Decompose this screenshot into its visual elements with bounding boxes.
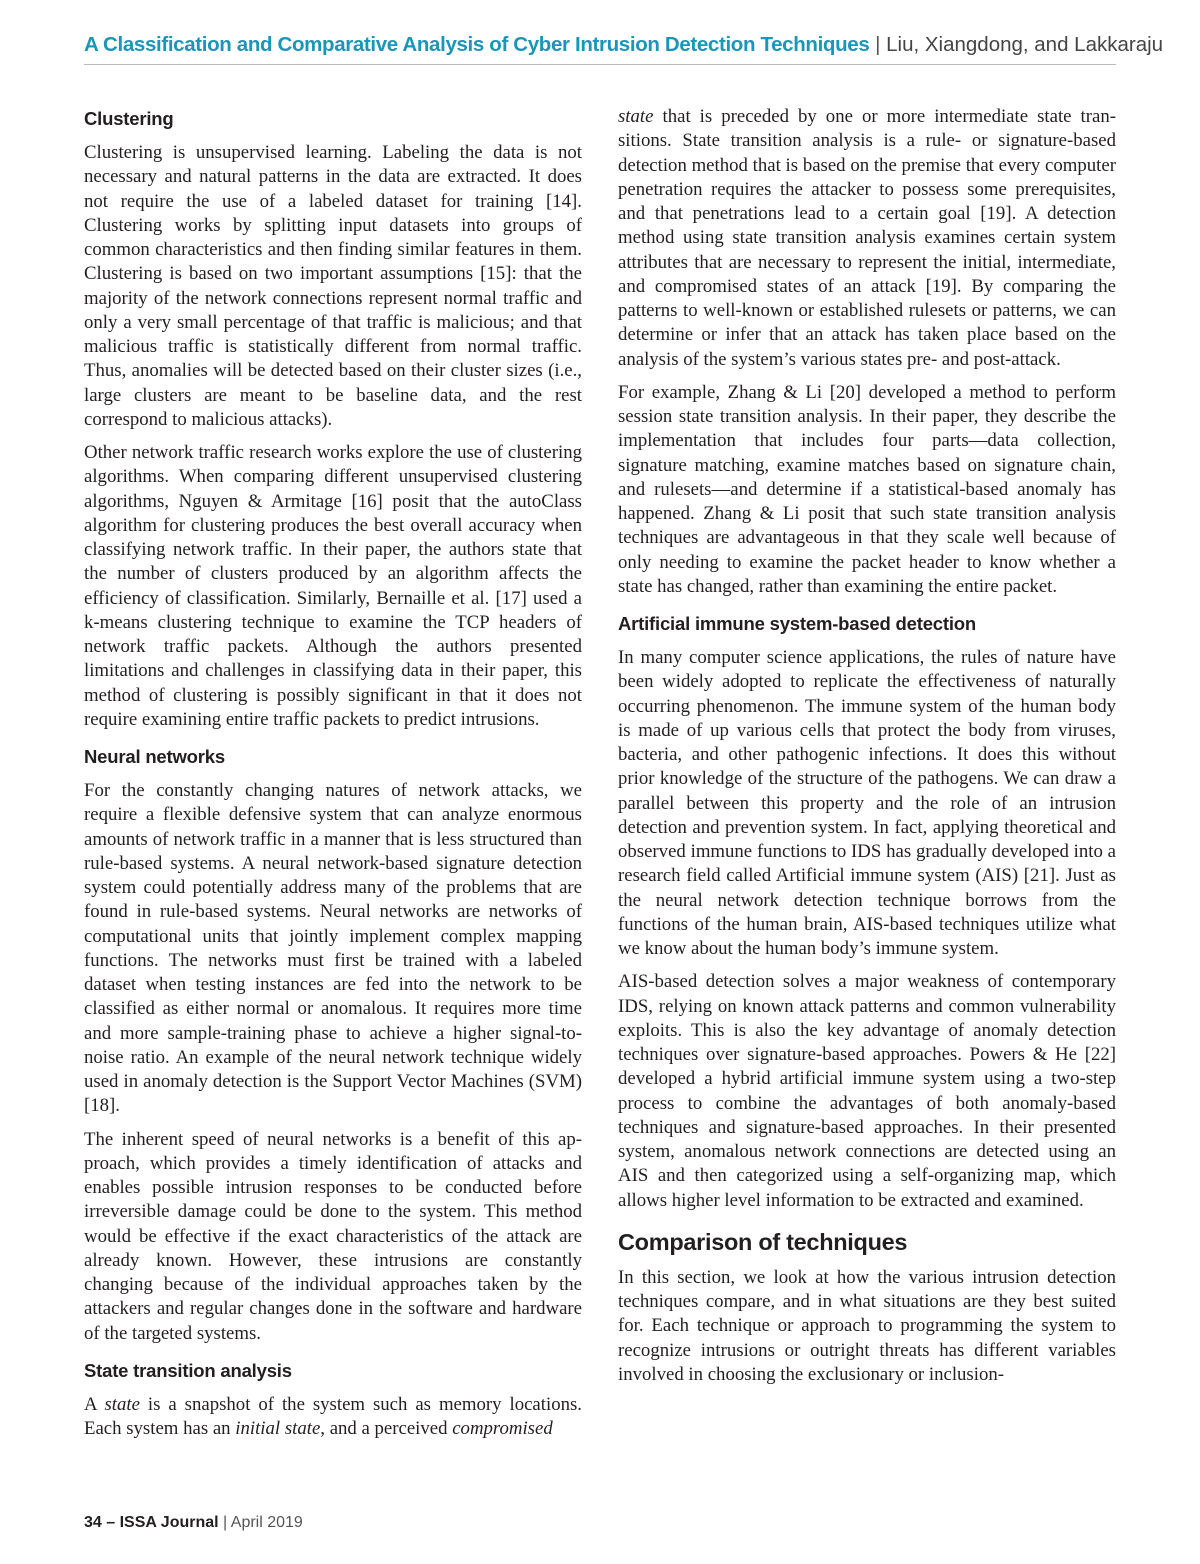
term-state: state — [104, 1393, 140, 1415]
heading-clustering: Clustering — [84, 108, 174, 129]
term-compromised: compromised — [452, 1418, 553, 1439]
paragraph-clustering-2: Other network traffic research works explore the use of clustering algorithms. When comparing different unsupervised clustering algorithms, Nguyen & Armitage [16] posit that the autoClass algorithm for clustering produces the best overall accuracy when classifying network traffic. In their paper, the authors state that the number of clusters produced by an algorithm affects the efficiency of classification. Similarly, Bernaille et al. [17] used a k-means clustering technique to examine the TCP headers of network traffic packets. Although the authors presented limitations and challenges in classifying data in their paper, this method of clustering is possibly significant in that it does not require examining entire traffic packets to predict intrusions. — [84, 442, 582, 730]
issue-date: April 2019 — [230, 1514, 303, 1531]
heading-comparison: Comparison of techniques — [618, 1228, 908, 1255]
paragraph-neural-2: The inherent speed of neural networks is a benefit of this approach, which provides a timely identification of attacks and enables possible intrusion responses to be conducted before irreversible damage could be done to the system. This method would be effective if the exact characteristics of the attack are already known. However, these intrusions are constantly changing because of the individual approaches taken by the attackers and regular changes done in the software and hardware of the targeted systems. — [84, 1128, 582, 1344]
article-title: A Classification and Comparative Analysis of Cyber Intrusion Detection Techniques — [84, 33, 870, 56]
footer-separator: | — [223, 1514, 228, 1531]
paragraph-comparison-1: In this section, we look at how the various intrusion detection techniques compare, and in what situations are they best suited for. Each technique or approach to programming the system to recognize intrusions or outright threats has different variables involved in choosing the exclusionary or inclusion- — [618, 1266, 1116, 1385]
page-number: 34 — [84, 1514, 102, 1531]
paragraph-ais-2: AIS-based detection solves a major weakness of contemporary IDS, relying on known attack patterns and common vulnerability exploits. This is also the key advantage of anomaly detection techniques over signature-based approaches. Powers & He [22] developed a hybrid artificial immune system using a two-step process to combine the advantages of both anomaly-based techniques and signature-based approaches. In their presented system, anomalous network connections are detected using an AIS and then categorized using a self-organizing map, which allows higher level information to be extracted and examined. — [618, 971, 1116, 1211]
footer-dash: – — [106, 1514, 116, 1531]
heading-ais: Artificial immune system-based detection — [618, 613, 976, 634]
right-column — [618, 108, 1116, 1387]
header-separator: | — [875, 33, 881, 56]
text-run: is a snapshot of the system such as memory locations. Each system has an — [84, 1393, 582, 1439]
term-initial-state: initial state — [235, 1418, 321, 1439]
paragraph-ais-1: In many computer science applications, the rules of nature have been widely adopted to replicate the effectiveness of naturally occurring phenomenon. The immune system of the human body is made of up various cells that protect the body from viruses, bacteria, and other pathogenic infections. It does this without prior knowledge of the structure of the pathogens. We can draw a parallel between this property and the role of an intrusion detection and prevention system. In fact, applying theoretical and observed immune functions to IDS has gradually developed into a research field called Artificial immune system (AIS) [21]. Just as the neural network detection technique borrows from the functions of the human brain, AIS-based techniques utilize what we know about the human body’s immune system. — [618, 647, 1116, 959]
paragraph-state-2: For example, Zhang & Li [20] developed a method to perform session state transition analysis. In their paper, they describe the implementation that includes four parts—data collection, signature matching, examine matches based on signature chain, and rulesets—and determine if a statistical-based anomaly has happened. Zhang & Li posit that such state transition analysis techniques are advantageous in that they scale well because of only needing to examine the packet header to know whether a state has changed, rather than examining the entire packet. — [618, 381, 1116, 597]
article-authors: Liu, Xiangdong, and Lakkaraju — [886, 33, 1164, 56]
left-column — [84, 108, 582, 1441]
running-head — [84, 30, 1164, 65]
paragraph-clustering-1: Clustering is unsupervised learning. Labeling the data is not necessary and natural patterns in the data are extracted. It does not require the use of a labeled dataset for training [14]. Clustering works by splitting input datasets into groups of common characteristics and then finding similar features in them. Clustering is based on two important assumptions [15]: that the majority of the network connections represent normal traffic and only a very small percentage of that traffic is malicious; and that malicious traffic is statistically different from normal traffic. Thus, anomalies will be detected based on their cluster sizes (i.e., large clusters are meant to be baseline data, and the rest correspond to malicious attacks). — [84, 142, 582, 430]
paragraph-state-continued — [618, 105, 1116, 372]
paragraph-neural-1: For the constantly changing natures of network attacks, we require a flexible defensive system that can analyze enormous amounts of network traffic in a manner that is less structured than rule-based systems. A neural network-based signature detection system could potentially address many of the problems that are found in rule-based systems. Neural networks are networks of computational units that jointly implement complex mapping functions. The networks must first be trained with a labeled dataset when testing instances are fed into the network to be classified as either normal or anomalous. It requires more time and more sample-training phase to achieve a higher signal-to-noise ratio. An example of the neural network technique widely used in anomaly detection is the Support Vector Machines (SVM) [18]. — [84, 780, 582, 1117]
heading-state-transition: State transition analysis — [84, 1359, 292, 1381]
text-run: A — [84, 1393, 105, 1415]
text-run: , and a perceived — [320, 1418, 453, 1439]
text-run: that is preceded by one or more intermediate state transitions. State transition analysis is a rule- or signature-based detection method that is based on the premise that every computer penetration requires the attacker to possess some prerequisites, and that penetrations lead to a certain goal [19]. A detection method using state transition analysis examines certain system attributes that are necessary to represent the initial, intermediate, and compromised states of an attack [19]. By comparing the patterns to well-known or established rulesets or patterns, we can determine or infer that an attack has taken place based on the analysis of the system’s various states pre- and post-attack. — [618, 106, 1116, 370]
heading-neural-networks: Neural networks — [84, 746, 225, 767]
journal-name: ISSA Journal — [119, 1514, 219, 1531]
paragraph-state-1 — [84, 1393, 582, 1442]
term-state: state — [618, 106, 654, 127]
page-footer — [84, 1514, 303, 1532]
